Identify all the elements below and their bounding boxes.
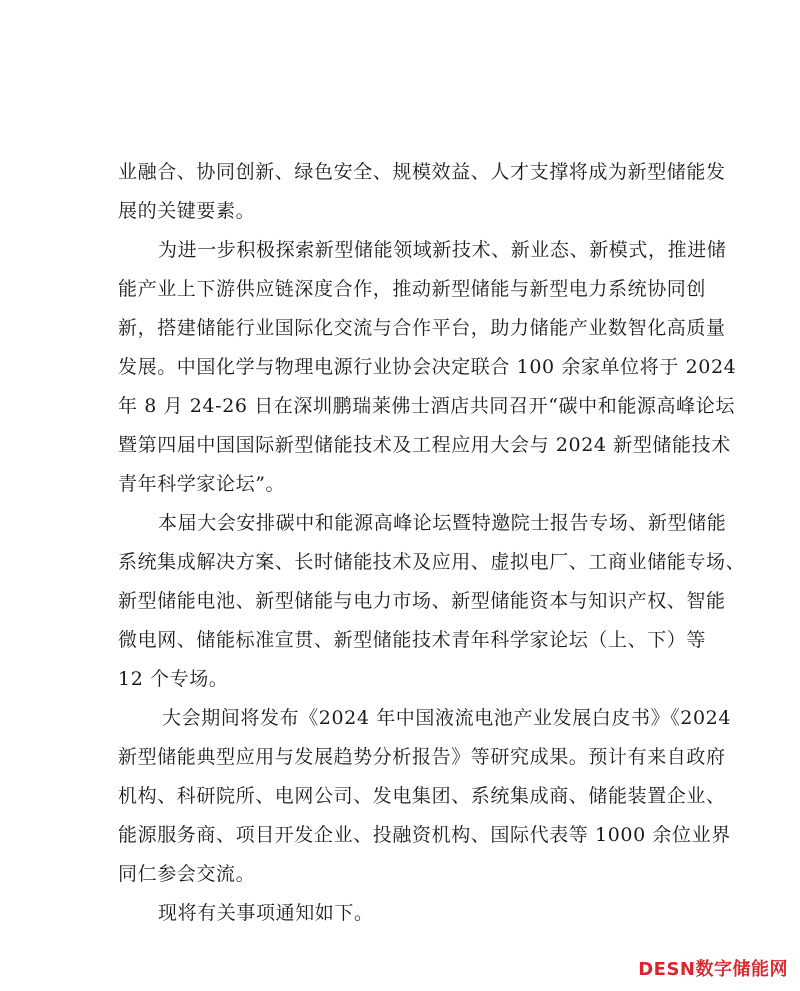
paragraph-4-line-4: 能源服务商、项目开发企业、投融资机构、国际代表等 1000 余位业界	[118, 824, 731, 846]
paragraph-3-line-2: 系统集成解决方案、长时储能技术及应用、虚拟电厂、工商业储能专场、	[118, 551, 746, 573]
paragraph-1-line-2: 展的关键要素。	[118, 200, 256, 222]
paragraph-4-line-2: 新型储能典型应用与发展趋势分析报告》等研究成果。预计有来自政府	[118, 746, 726, 768]
paragraph-4-line-5: 同仁参会交流。	[118, 863, 256, 885]
paragraph-4-line-1: 大会期间将发布《2024 年中国液流电池产业发展白皮书》《2024	[162, 707, 732, 729]
paragraph-3-line-3: 新型储能电池、新型储能与电力市场、新型储能资本与知识产权、智能	[118, 590, 726, 612]
watermark-logo: DESN数字储能网	[638, 959, 788, 980]
paragraph-3-line-1: 本届大会安排碳中和能源高峰论坛暨特邀院士报告专场、新型储能	[158, 512, 727, 534]
paragraph-3-line-4: 微电网、储能标准宣贯、新型储能技术青年科学家论坛（上、下）等	[118, 629, 707, 651]
paragraph-2-line-3: 新，搭建储能行业国际化交流与合作平台，助力储能产业数智化高质量	[118, 317, 726, 339]
paragraph-1-line-1: 业融合、协同创新、绿色安全、规模效益、人才支撑将成为新型储能发	[118, 161, 726, 183]
paragraph-2-line-2: 能产业上下游供应链深度合作，推动新型储能与新型电力系统协同创	[118, 278, 707, 300]
paragraph-2-line-7: 青年科学家论坛”。	[118, 473, 286, 495]
paragraph-3-line-5: 12 个专场。	[118, 668, 229, 690]
paragraph-4-line-3: 机构、科研院所、电网公司、发电集团、系统集成商、储能装置企业、	[118, 785, 726, 807]
paragraph-2-line-4: 发展。中国化学与物理电源行业协会决定联合 100 余家单位将于 2024	[118, 356, 737, 378]
paragraph-5-line-1: 现将有关事项通知如下。	[158, 902, 374, 924]
paragraph-2-line-1: 为进一步积极探索新型储能领域新技术、新业态、新模式，推进储	[158, 239, 727, 261]
paragraph-2-line-6: 暨第四届中国国际新型储能技术及工程应用大会与 2024 新型储能技术	[118, 434, 731, 456]
paragraph-2-line-5: 年 8 月 24-26 日在深圳鹏瑞莱佛士酒店共同召开“碳中和能源高峰论坛	[118, 395, 735, 417]
